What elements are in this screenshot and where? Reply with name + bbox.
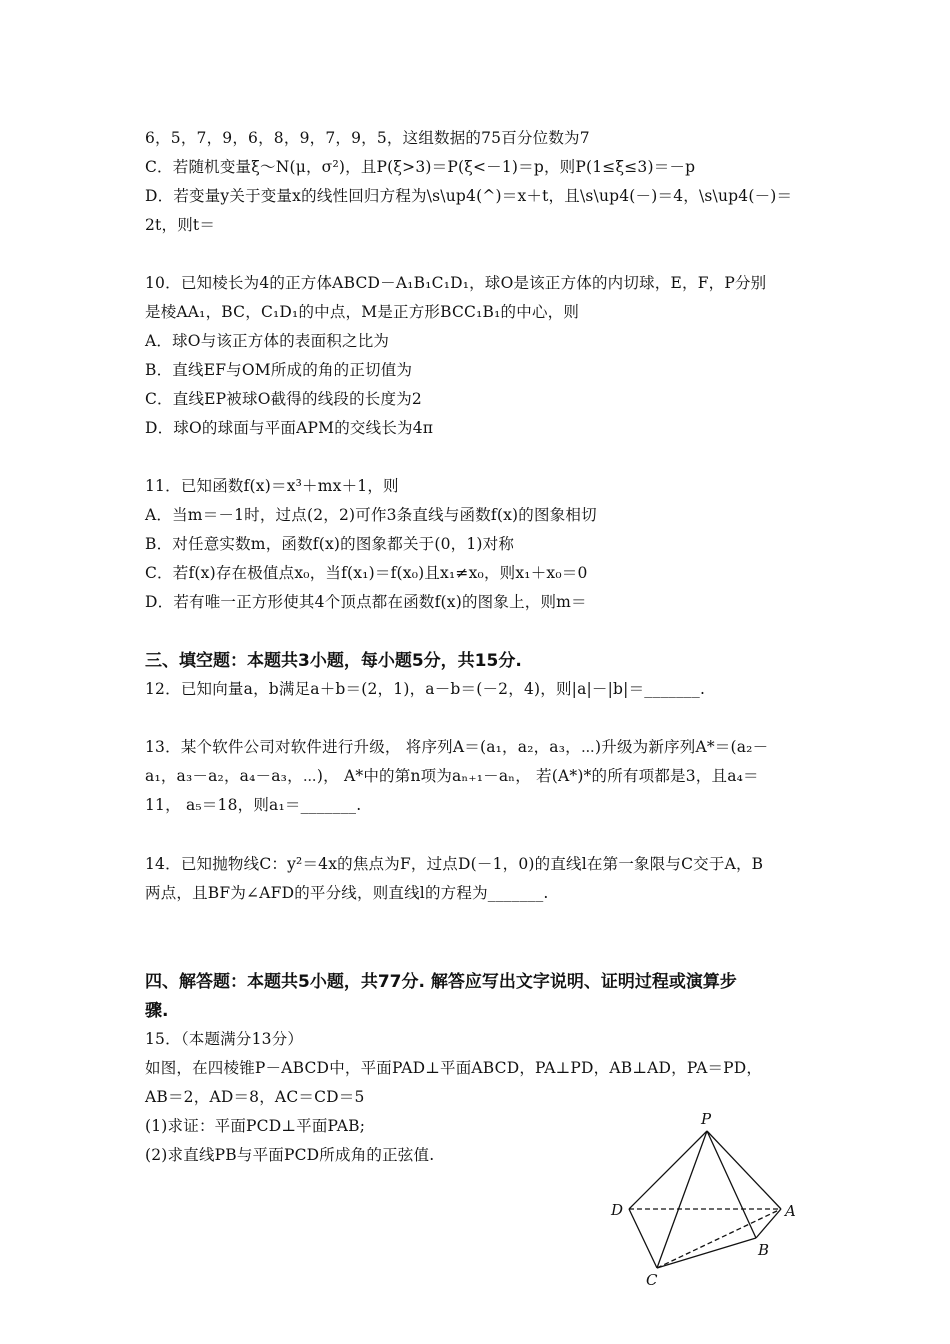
q15-stem-line1: 如图，在四棱锥P－ABCD中，平面PAD⊥平面ABCD，PA⊥PD，AB⊥AD，PA＝PD， — [145, 1059, 763, 1077]
q9-option-c: C．若随机变量ξ～N(μ，σ²)，且P(ξ>3)＝P(ξ<－1)＝p，则P(1≤ξ≤3)＝－p — [145, 158, 696, 176]
label-c: C — [646, 1271, 658, 1289]
edge-pc — [657, 1131, 707, 1268]
pyramid-figure — [600, 1105, 810, 1290]
q14-line1: 14．已知抛物线C：y²＝4x的焦点为F，过点D(－1，0)的直线l在第一象限与C交于A，B — [145, 855, 764, 873]
q9-option-b-continued: 6，5，7，9，6，8，9，7，9，5，这组数据的75百分位数为7 — [145, 129, 590, 147]
edge-pd — [629, 1131, 707, 1209]
q11-option-c: C．若f(x)存在极值点x₀，当f(x₁)＝f(x₀)且x₁≠x₀，则x₁＋x₀＝0 — [145, 564, 588, 582]
q15-part-1: (1)求证：平面PCD⊥平面PAB; — [145, 1117, 366, 1135]
edge-pa — [707, 1131, 781, 1209]
edge-cb — [657, 1238, 756, 1268]
section-4-heading-line2: 骤. — [145, 1001, 169, 1021]
q10-stem-line1: 10．已知棱长为4的正方体ABCD－A₁B₁C₁D₁，球O是该正方体的内切球，E，F，P分别 — [145, 274, 767, 292]
section-3-heading: 三、填空题：本题共3小题，每小题5分，共15分. — [145, 651, 522, 671]
q14-line2: 两点，且BF为∠AFD的平分线，则直线l的方程为_______. — [145, 884, 549, 902]
edge-pb — [707, 1131, 756, 1238]
q10-option-d: D．球O的球面与平面APM的交线长为4π — [145, 419, 434, 437]
q11-option-a: A．当m＝－1时，过点(2，2)可作3条直线与函数f(x)的图象相切 — [145, 506, 597, 524]
q11-stem: 11．已知函数f(x)＝x³＋mx＋1，则 — [145, 477, 399, 495]
edge-ba — [756, 1209, 781, 1238]
q10-option-c: C．直线EP被球O截得的线段的长度为2 — [145, 390, 422, 408]
q15-label: 15．（本题满分13分） — [145, 1030, 304, 1048]
q13-line3: 11， a₅＝18，则a₁＝_______. — [145, 796, 362, 814]
q9-option-d-line1: D．若变量y关于变量x的线性回归方程为\s\up4(^)＝x＋t，且\s\up4(－)＝4，\s\up4(－)＝ — [145, 187, 793, 205]
label-b: B — [758, 1241, 770, 1259]
edge-dc — [629, 1209, 657, 1268]
q15-stem-line2: AB＝2，AD＝8，AC＝CD＝5 — [145, 1088, 365, 1106]
q15-part-2: (2)求直线PB与平面PCD所成角的正弦值. — [145, 1146, 435, 1164]
label-p: P — [701, 1110, 712, 1128]
label-a: A — [785, 1202, 796, 1220]
q11-option-d: D．若有唯一正方形使其4个顶点都在函数f(x)的图象上，则m＝ — [145, 593, 587, 611]
q10-option-a: A．球O与该正方体的表面积之比为 — [145, 332, 390, 350]
q9-option-d-line2: 2t，则t＝ — [145, 216, 216, 234]
q13-line1: 13．某个软件公司对软件进行升级， 将序列A＝(a₁，a₂，a₃，⋯)升级为新序列A*＝(a₂－ — [145, 738, 769, 756]
q11-option-b: B．对任意实数m，函数f(x)的图象都关于(0，1)对称 — [145, 535, 515, 553]
label-d: D — [611, 1201, 624, 1219]
q10-option-b: B．直线EF与OM所成的角的正切值为 — [145, 361, 413, 379]
q10-stem-line2: 是棱AA₁，BC，C₁D₁的中点，M是正方形BCC₁B₁的中心，则 — [145, 303, 580, 321]
q13-line2: a₁，a₃－a₂，a₄－a₃，⋯)， A*中的第n项为aₙ₊₁－aₙ， 若(A*)*的所有项都是3，且a₄＝ — [145, 767, 759, 785]
section-4-heading-line1: 四、解答题：本题共5小题，共77分. 解答应写出文字说明、证明过程或演算步 — [145, 972, 737, 992]
q12-text: 12．已知向量a，b满足a＋b＝(2，1)，a－b＝(－2，4)，则|a|－|b|＝_______. — [145, 680, 706, 698]
